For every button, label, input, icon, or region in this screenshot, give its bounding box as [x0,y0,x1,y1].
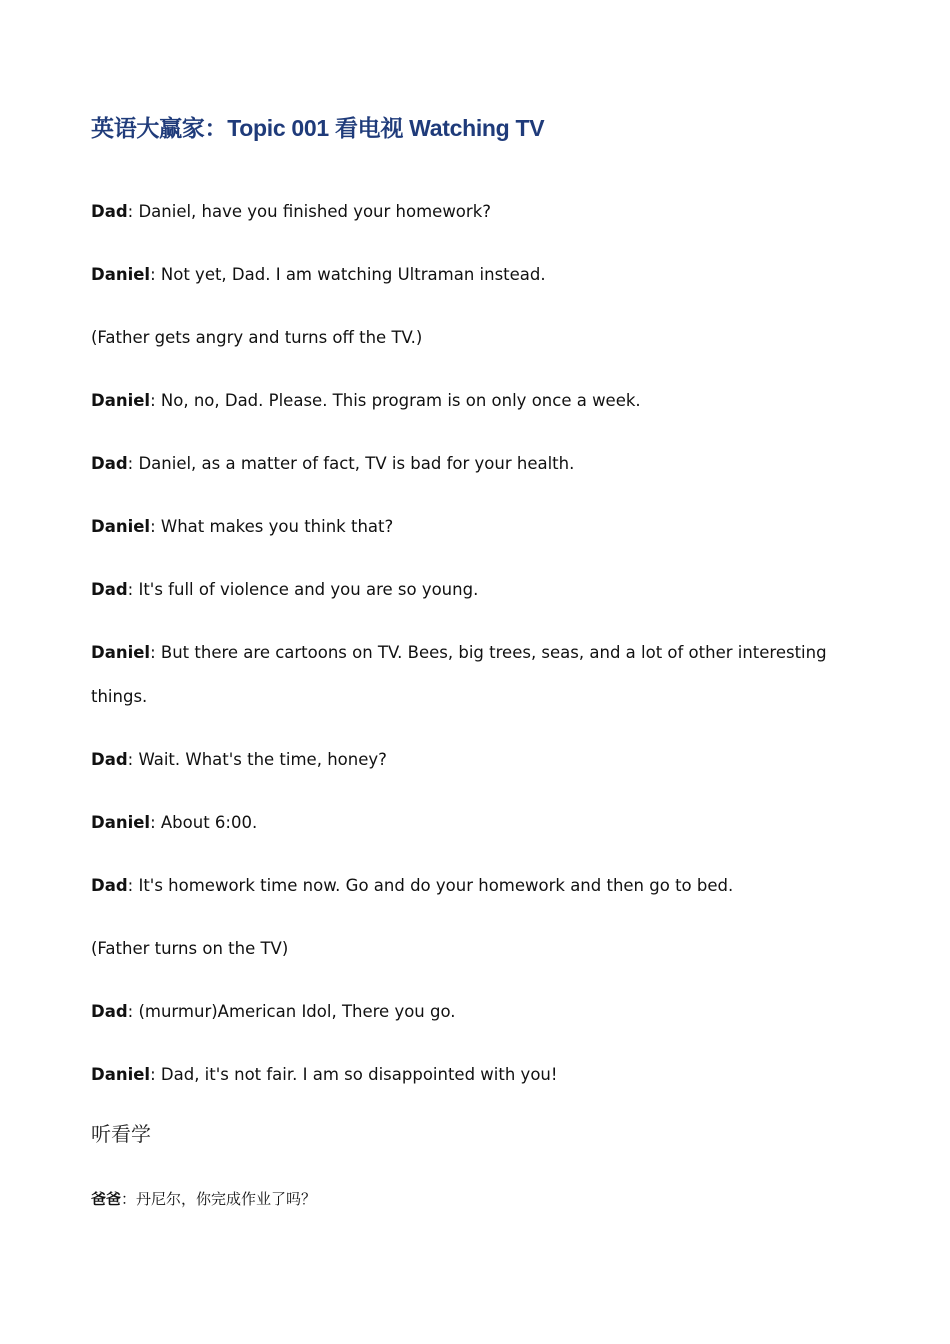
speaker-name: Daniel [91,391,151,410]
dialogue-line [91,379,861,423]
dialogue-text: : (murmur)American Idol, There you go. [127,1002,456,1021]
dialogue-line [91,801,861,845]
dialogue-text: : It's full of violence and you are so young. [127,580,479,599]
speaker-name: Daniel [91,1065,151,1084]
translation-line [91,1188,316,1209]
dialogue-text: (Father turns on the TV) [91,939,289,958]
dialogue-line [91,316,861,360]
dialogue-line [91,1053,861,1097]
speaker-name: Dad [91,580,128,599]
speaker-name: Dad [91,454,128,473]
dialogue-list [91,190,861,1116]
dialogue-text: : Wait. What's the time, honey? [127,750,387,769]
speaker-name: Dad [91,876,128,895]
speaker-name: Dad [91,202,128,221]
dialogue-line [91,738,861,782]
dialogue-text: : What makes you think that? [150,517,394,536]
dialogue-text: : Daniel, have you finished your homework? [127,202,492,221]
dialogue-line [91,927,861,971]
document-title: 英语大赢家：Topic 001 看电视 Watching TV [91,115,545,141]
speaker-name: Daniel [91,517,151,536]
dialogue-line [91,631,861,719]
dialogue-text: : Not yet, Dad. I am watching Ultraman instead. [150,265,546,284]
dialogue-text: : Dad, it's not fair. I am so disappointed with you! [150,1065,558,1084]
speaker-name: Daniel [91,265,151,284]
section-heading: 听看学 [91,1122,151,1146]
dialogue-text: : No, no, Dad. Please. This program is on only once a week. [150,391,641,410]
speaker-name: Dad [91,750,128,769]
dialogue-line [91,190,861,234]
dialogue-text: (Father gets angry and turns off the TV.) [91,328,423,347]
dialogue-line [91,505,861,549]
speaker-name: Daniel [91,643,151,662]
dialogue-text: : About 6:00. [150,813,258,832]
dialogue-line [91,442,861,486]
translation-text: ：丹尼尔，你完成作业了吗？ [121,1190,317,1208]
dialogue-line [91,864,861,908]
speaker-name: Dad [91,1002,128,1021]
dialogue-text: : Daniel, as a matter of fact, TV is bad for your health. [127,454,575,473]
dialogue-line [91,990,861,1034]
dialogue-text: : But there are cartoons on TV. Bees, big trees, seas, and a lot of other interesting things. [91,643,827,706]
translation-speaker: 爸爸 [91,1190,122,1208]
dialogue-line [91,568,861,612]
dialogue-text: : It's homework time now. Go and do your homework and then go to bed. [127,876,734,895]
speaker-name: Daniel [91,813,151,832]
dialogue-line [91,253,861,297]
